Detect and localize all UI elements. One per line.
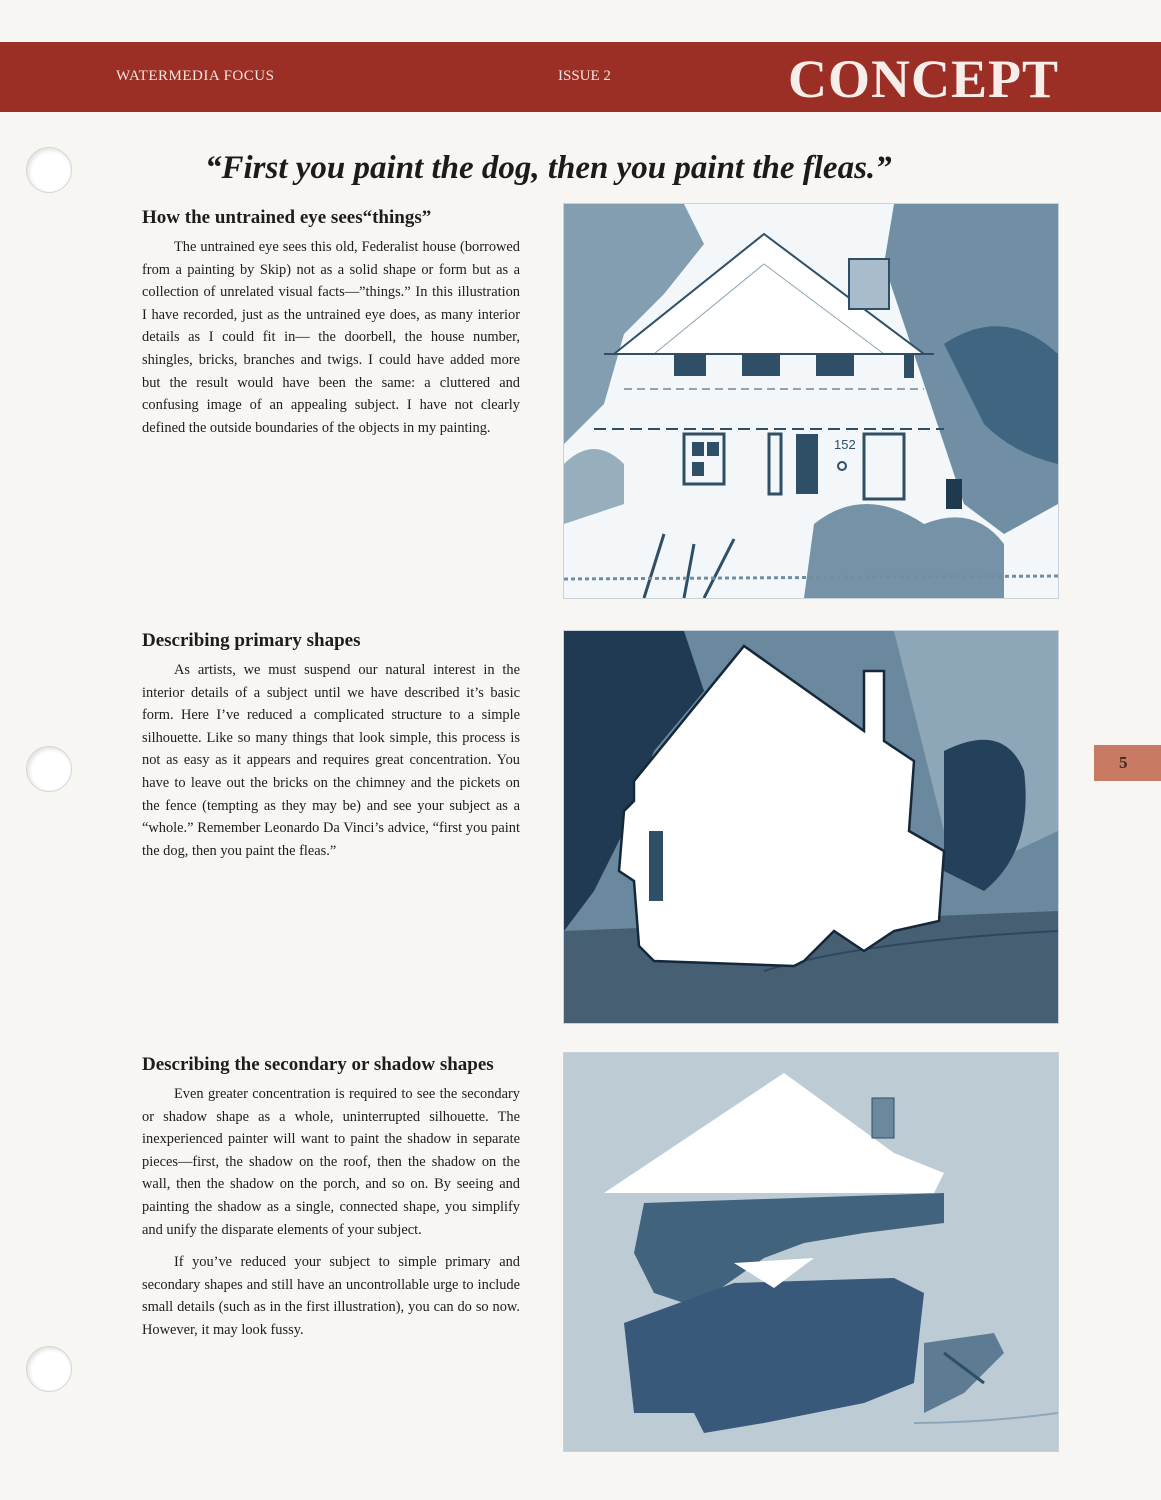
section-heading: Describing primary shapes	[142, 630, 361, 651]
issue-label: ISSUE 2	[558, 68, 611, 84]
page-number: 5	[1119, 753, 1128, 772]
section-shadow-shapes	[142, 1053, 520, 1342]
section-untrained-eye	[142, 206, 520, 439]
illustration-primary-silhouette	[563, 630, 1059, 1024]
house-number-text: 152	[834, 437, 856, 452]
binder-hole-bottom	[26, 1346, 72, 1392]
section-paragraph: If you’ve reduced your subject to simple primary and secondary shapes and still have an uncontrollable urge to include small details (such as in the first illustration), you can do so now. However, it may look fussy.	[142, 1254, 520, 1338]
binder-hole-top	[26, 147, 72, 193]
page-quote: “First you paint the dog, then you paint the fleas.”	[205, 150, 892, 186]
section-paragraph: The untrained eye sees this old, Federalist house (borrowed from a painting by Skip) not as a solid shape or form but as a collection of unrelated visual facts—”things.” In this illustration I have recorded, just as the untrained eye does, as many interior details as I could fit in— the doorbell, the house number, shingles, bricks, branches and twigs. I could have added more but the result would have been the same: a cluttered and confusing image of an appealing subject. I have not clearly defined the outside boundaries of the objects in my painting.	[142, 239, 520, 436]
binder-hole-middle	[26, 746, 72, 792]
section-heading: Describing the secondary or shadow shapes	[142, 1054, 494, 1075]
illustration-detailed-house	[563, 203, 1059, 599]
page-number-tab	[1094, 745, 1161, 781]
section-heading: How the untrained eye sees“things”	[142, 207, 432, 228]
section-paragraph: Even greater concentration is required to see the secondary or shadow shape as a whole, uninterrupted silhouette. The inexperienced painter will want to paint the shadow in separate pieces—first, the shadow on the roof, then the shadow on the wall, then the shadow on the porch, and so on. By seeing and painting the shadow as a single, connected shape, you simplify and unify the disparate elements of your subject.	[142, 1086, 520, 1238]
section-paragraph: As artists, we must suspend our natural interest in the interior details of a subject until we have described it’s basic form. Here I’ve reduced a complicated structure to a simple silhouette. Like so many things that look simple, this process is not as easy as it appears and requires great concentration. You have to leave out the bricks on the chimney and the pickets on the fence (tempting as they may be) and see your subject as a “whole.” Remember Leonardo Da Vinci’s advice, “first you paint the dog, then you paint the fleas.”	[142, 662, 520, 859]
publication-name: WATERMEDIA FOCUS	[116, 68, 275, 84]
section-primary-shapes	[142, 629, 520, 862]
illustration-shadow-shapes	[563, 1052, 1059, 1452]
page-header-bar	[0, 42, 1161, 112]
section-title: CONCEPT	[788, 49, 1060, 109]
